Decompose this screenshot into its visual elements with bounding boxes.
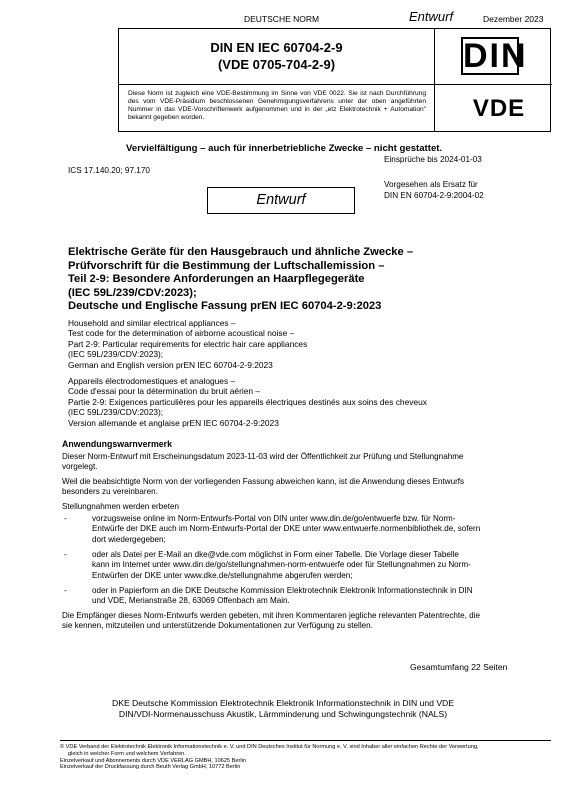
- standard-number: DIN EN IEC 60704-2-9: [210, 40, 343, 55]
- paragraph-line: Weil die beabsichtigte Norm von der vorliegenden Fassung abweichen kann, ist die Anwendung dieses Entwurfs: [62, 477, 465, 486]
- comments-requested: Stellungnahmen werden erbeten: [62, 502, 179, 511]
- title-en-line: Part 2-9: Particular requirements for electric hair care appliances: [68, 338, 308, 349]
- bullet-marker: -: [64, 586, 67, 595]
- title-de-line: Deutsche und Englische Fassung prEN IEC 60704-2-9:2023: [68, 300, 382, 312]
- paragraph-line: Dieser Norm-Entwurf mit Erscheinungsdatum 2023-11-03 wird der Öffentlichkeit zur Prüfung und Stellungnahme: [62, 452, 464, 461]
- bullet-line: oder als Datei per E-Mail an dke@vde.com möglichst in Form einer Tabelle. Die Vorlage dieser Tabelle: [92, 550, 459, 559]
- replacement-line-2: DIN EN 60704-2-9:2004-02: [384, 190, 484, 200]
- committee-line: DIN/VDI-Normenausschuss Akustik, Lärmminderung und Schwingungstechnik (NALS): [118, 709, 448, 719]
- bullet-line: vorzugsweise online im Norm-Entwurfs-Portal von DIN unter www.din.de/go/entwuerfe bzw. für Norm-: [92, 514, 456, 523]
- bullet-line: oder in Papierform an die DKE Deutsche Kommission Elektrotechnik Elektronik Informationstechnik in DIN: [92, 586, 473, 595]
- title-en-line: Test code for the determination of airborne acoustical noise –: [68, 328, 295, 339]
- title-german: [68, 246, 548, 314]
- footer-line: © VDE Verband der Elektrotechnik Elektronik Informationstechnik e. V. und DIN Deutsches Institut für Normung e. V. sind Inhaber aller einfachen Rechte der Verwertung,: [60, 744, 479, 750]
- title-de-line: Elektrische Geräte für den Hausgebrauch und ähnliche Zwecke –: [68, 246, 414, 258]
- bullet-line: dort wiedergegeben;: [92, 534, 166, 544]
- title-english: [68, 318, 548, 370]
- title-fr-line: Partie 2-9: Exigences particulières pour les appareils électriques destinés aux soins des cheveux: [68, 396, 427, 407]
- paragraph-line: besonders zu vereinbaren.: [62, 487, 158, 497]
- paragraph-line: sie kennen, mitzuteilen und unterstützende Dokumentationen zur Verfügung zu stellen.: [62, 621, 373, 631]
- box-divider-vertical: [434, 29, 435, 132]
- footer-line: Einzelverkauf der Druckfassung durch Beuth Verlag GmbH, 10772 Berlin: [60, 764, 241, 771]
- bullet-paper: [92, 586, 552, 607]
- title-de-line: Teil 2-9: Besondere Anforderungen an Haarpflegegeräte: [68, 273, 365, 285]
- footer: [60, 744, 555, 771]
- total-pages: Gesamtumfang 22 Seiten: [410, 662, 508, 672]
- bullet-line: kann im Internet unter www.din.de/go/stellungnahmen-norm-entwuerfe oder für Stellungnahmen zu Norm-: [92, 560, 471, 570]
- din-logo: [461, 37, 528, 75]
- bullet-email: [92, 550, 552, 581]
- vde-note: Diese Norm ist zugleich eine VDE-Bestimmung im Sinne von VDE 0022. Sie ist nach Durchführung des vom VDE-Präsidium beschlossenen Genehmigungsverfahrens unter der oben angeführten Nummer in das VDE-Vorschriftenwerk aufgenommen und in der „etz Elektrotechnik + Automation" bekannt gegeben worden.: [128, 90, 426, 122]
- standard-org-label: DEUTSCHE NORM: [244, 14, 320, 24]
- draft-box: Entwurf: [207, 187, 355, 214]
- title-fr-line: Code d'essai pour la détermination du bruit aérien –: [68, 386, 261, 397]
- paragraph-line: vorgelegt.: [62, 462, 98, 472]
- application-note-p1: [62, 452, 552, 473]
- replacement-info: [384, 180, 484, 201]
- paragraph-line: Die Empfänger dieses Norm-Entwurfs werden gebeten, mit ihren Kommentaren jegliche relevanten Patentrechte, die: [62, 611, 480, 620]
- objection-deadline: Einsprüche bis 2024-01-03: [384, 155, 482, 164]
- footer-rule: [60, 740, 551, 741]
- vde-number: (VDE 0705-704-2-9): [217, 57, 336, 72]
- title-en-line: German and English version prEN IEC 60704-2-9:2023: [68, 359, 273, 370]
- footer-line: gleich in welcher Form und welchem Verfahren.: [68, 750, 186, 757]
- bullet-line: Entwürfe der DKE auch im Norm-Entwurfs-Portal der DKE unter www.entwuerfe.normenbibliothek.de, sofern: [92, 524, 481, 534]
- footer-line: Einzelverkauf und Abonnements durch VDE VERLAG GMBH, 10625 Berlin: [60, 757, 246, 764]
- application-note-heading: Anwendungswarnvermerk: [62, 439, 172, 449]
- ics-codes: ICS 17.140.20; 97.170: [68, 166, 150, 175]
- title-en-line: (IEC 59L/239/CDV:2023);: [68, 349, 164, 360]
- bullet-marker: -: [64, 550, 67, 559]
- bullet-line: Entwürfen der DKE unter www.dke.de/stellungnahme abgerufen werden;: [92, 570, 353, 580]
- title-de-line: (IEC 59L/239/CDV:2023);: [68, 286, 197, 299]
- title-de-line: Prüfvorschrift für die Bestimmung der Luftschallemission –: [68, 259, 385, 272]
- title-french: [68, 376, 548, 428]
- bullet-line: und VDE, Merianstraße 28, 63069 Offenbach am Main.: [92, 596, 290, 606]
- publication-date: Dezember 2023: [483, 14, 544, 24]
- din-logo-text: DIN: [463, 37, 528, 75]
- bullet-online-portal: [92, 514, 552, 545]
- vde-logo: VDE: [472, 95, 526, 122]
- bullet-marker: -: [64, 514, 67, 523]
- box-divider-horizontal: [119, 84, 552, 85]
- replacement-line-1: Vorgesehen als Ersatz für: [384, 180, 478, 189]
- patent-rights-note: [62, 611, 554, 632]
- title-fr-line: Appareils électrodomestiques et analogues –: [68, 376, 236, 386]
- title-en-line: Household and similar electrical appliances –: [68, 318, 236, 328]
- reproduction-notice: Vervielfältigung – auch für innerbetriebliche Zwecke – nicht gestattet.: [126, 143, 443, 154]
- title-fr-line: (IEC 59L/239/CDV:2023);: [68, 407, 164, 418]
- title-fr-line: Version allemande et anglaise prEN IEC 60704-2-9:2023: [68, 417, 279, 428]
- committees: [0, 698, 566, 720]
- draft-status: Entwurf: [409, 9, 454, 24]
- committee-line: DKE Deutsche Kommission Elektrotechnik Elektronik Informationstechnik in DIN und VDE: [112, 698, 454, 708]
- application-note-p2: [62, 477, 552, 498]
- title-box: [118, 28, 551, 132]
